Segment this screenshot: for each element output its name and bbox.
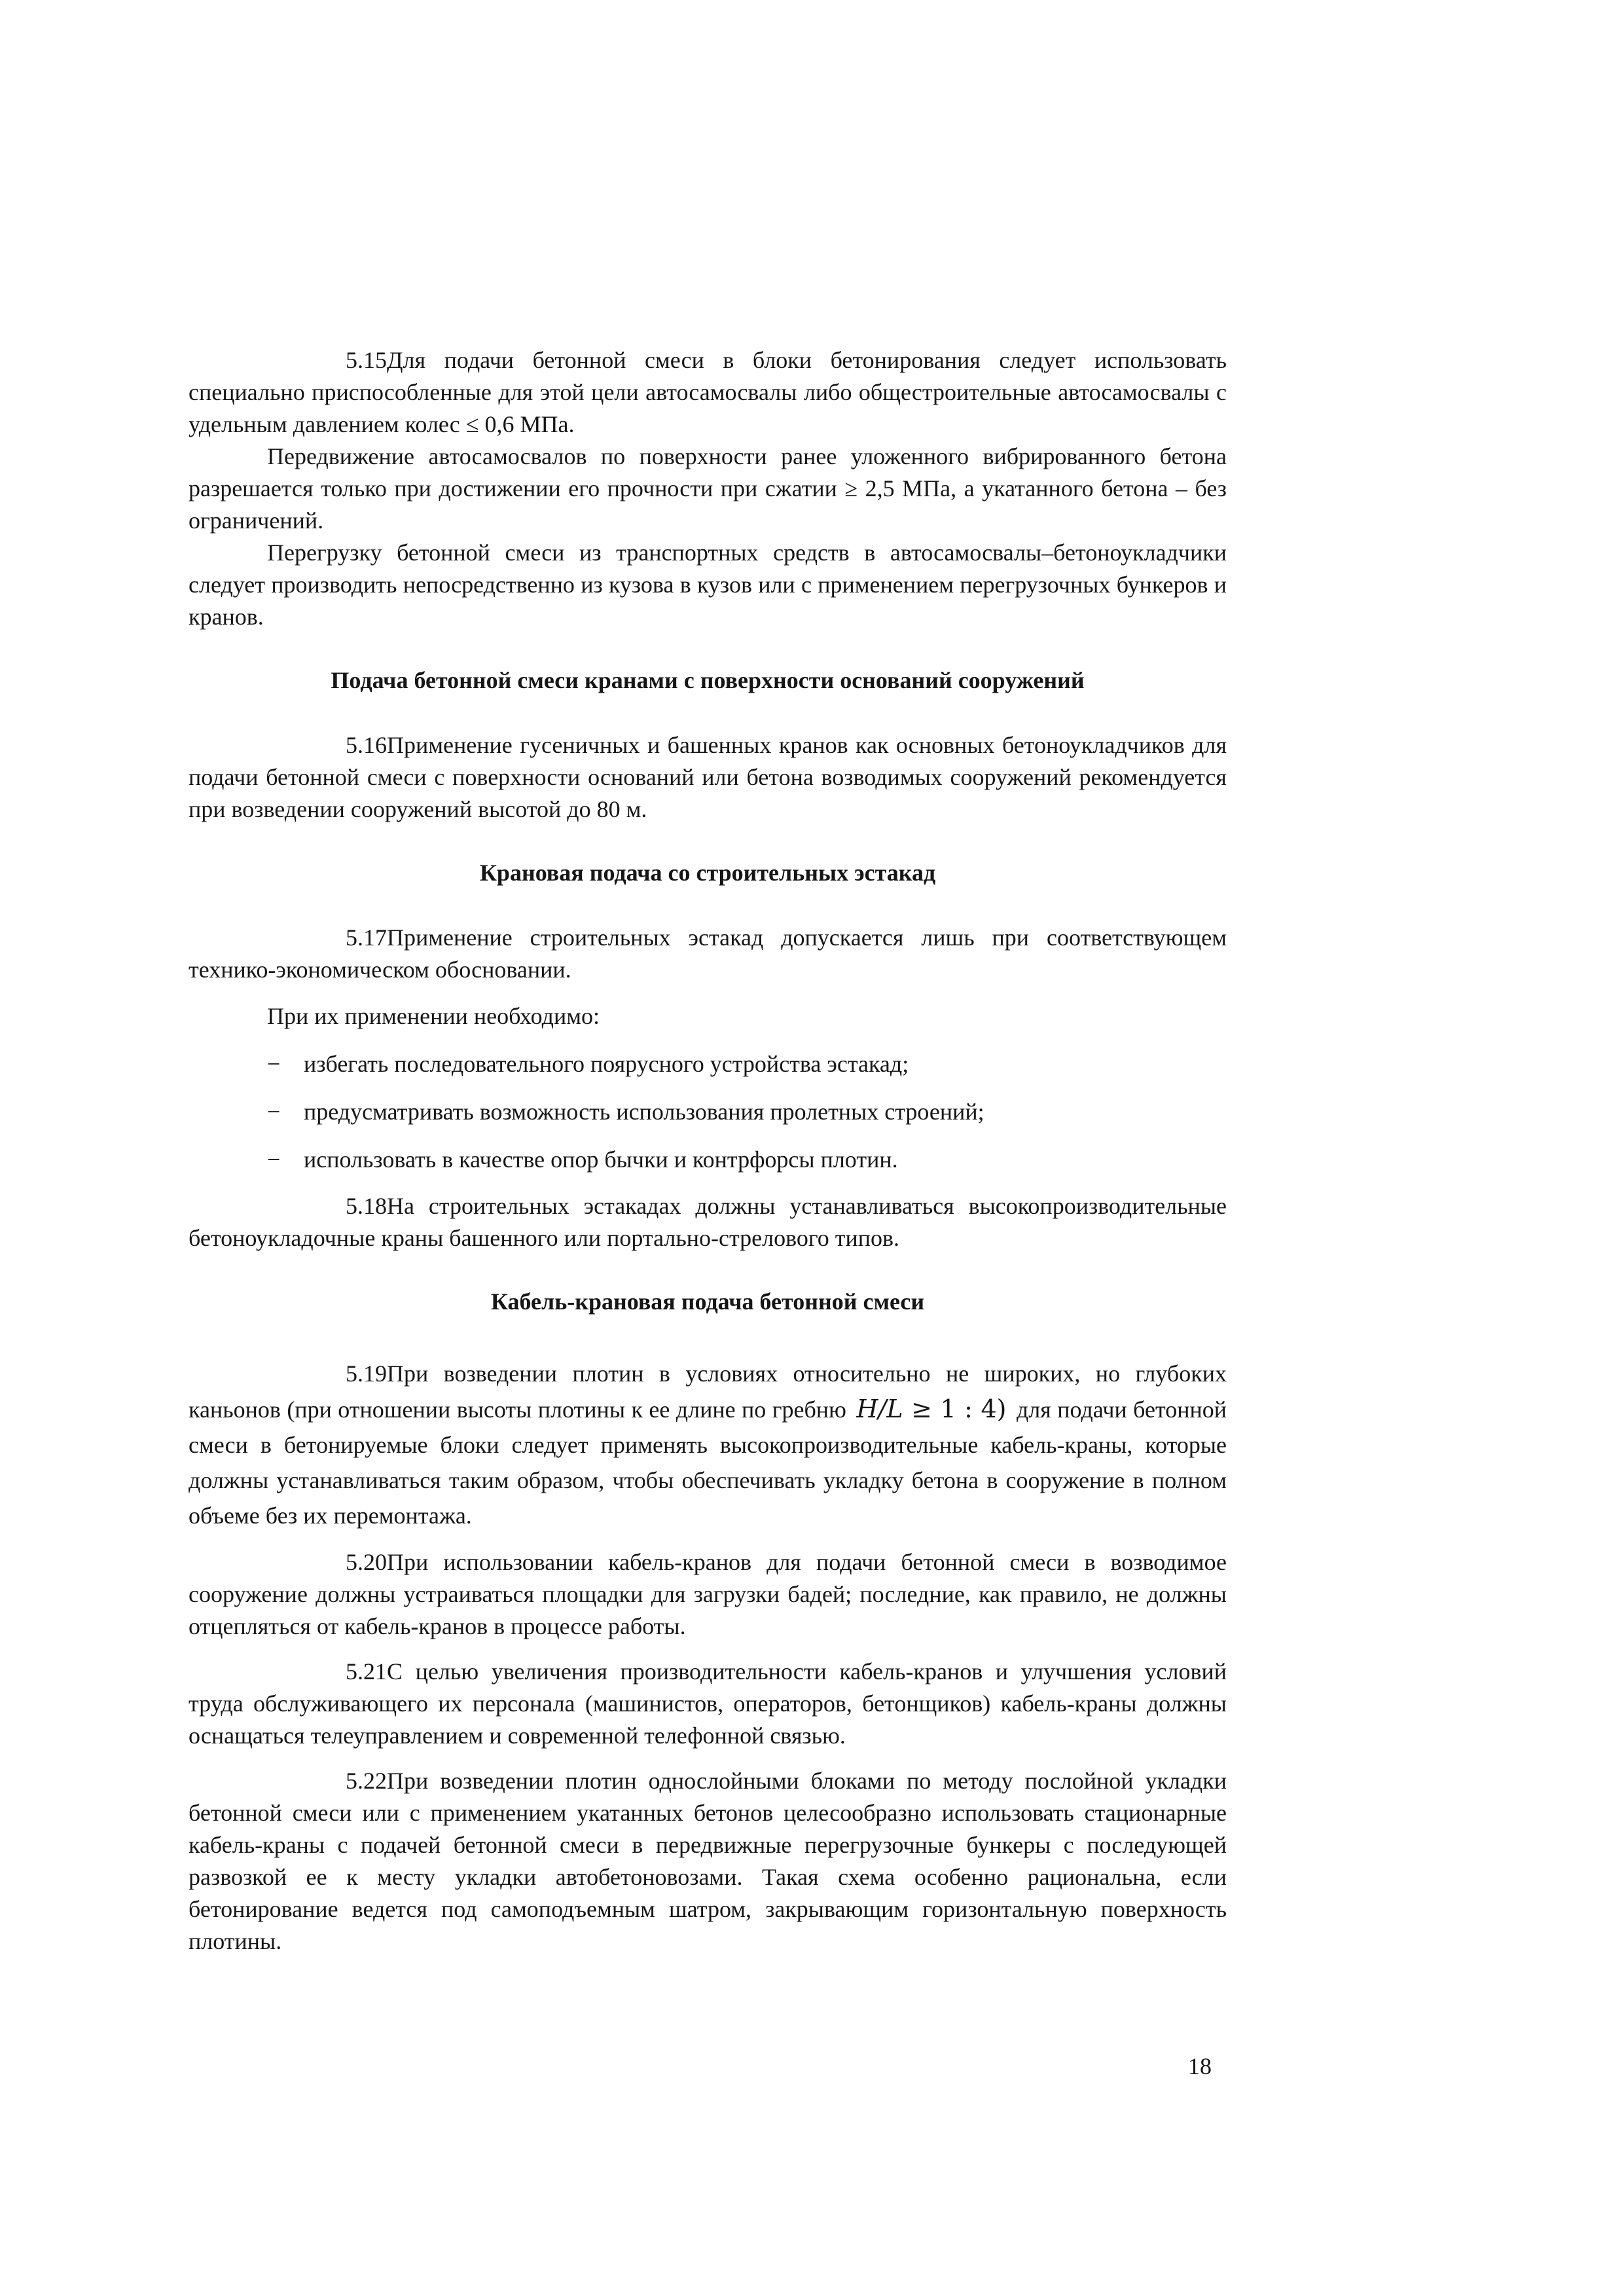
clause-number: 5.19: [346, 1360, 387, 1387]
paragraph-5-20: [189, 1546, 1227, 1643]
section-heading-crane-supply-from-trestles: Крановая подача со строительных эстакад: [479, 860, 936, 886]
dash-bullet: −: [267, 1146, 281, 1173]
paragraph-5-17: [189, 922, 1227, 986]
clause-number: 5.20: [346, 1549, 387, 1575]
paragraph-5-19: 5.19При возведении плотин в условиях относительно не широких, но глубоких каньонов (при отношении высоты плотины к ее длине по гребню H/L ≥ 1 : 4) для подачи бетонной смеси в бетонируемые блоки следует применять высокопроизводительные кабель-краны, которые должны устанавливаться таким образом, чтобы обеспечивать укладку бетона в сооружение в полном объеме без их перемонтажа.: [189, 1356, 1227, 1533]
list-item: − избегать последовательного поярусного устройства эстакад;: [189, 1048, 1227, 1080]
clause-number: 5.22: [346, 1768, 387, 1794]
paragraph-5-15: [189, 344, 1227, 441]
paragraph-5-15-reloading: Перегрузку бетонной смеси из транспортных средств в автосамосвалы–бетоноукладчики следует производить непосредственно из кузова в кузов или с применением перегрузочных бункеров и кранов.: [189, 539, 1227, 630]
document-body: [189, 344, 1227, 1958]
paragraph-text: С целью увеличения производительности кабель-кранов и улучшения условий труда обслуживающего их персонала (машинистов, операторов, бетонщиков) кабель-краны должны оснащаться телеуправлением и современной телефонной связью.: [189, 1658, 1227, 1749]
page-number: 18: [1188, 2053, 1212, 2079]
paragraph-5-16: [189, 729, 1227, 826]
clause-number: 5.15: [346, 347, 387, 373]
clause-number: 5.17: [346, 924, 387, 951]
paragraph-text: Применение строительных эстакад допускается лишь при соответствующем технико-экономическом обосновании.: [189, 924, 1227, 983]
paragraph-text: При возведении плотин однослойными блоками по методу послойной укладки бетонной смеси или с применением укатанных бетонов целесообразно использовать стационарные кабель-краны с подачей бетонной смеси в передвижные перегрузочные бункеры с последующей развозкой ее к месту укладки автобетоновозами. Такая схема особенно рациональна, если бетонирование ведется под самоподъемным шатром, закрывающим горизонтальную поверхность плотины.: [189, 1768, 1227, 1954]
clause-number: 5.18: [346, 1193, 387, 1219]
dash-bullet: −: [267, 1099, 281, 1125]
list-item: − использовать в качестве опор бычки и контрфорсы плотин.: [189, 1144, 1227, 1176]
section-heading-cable-crane-supply: Кабель-крановая подача бетонной смеси: [490, 1288, 925, 1315]
clause-number: 5.16: [346, 732, 387, 758]
paragraph-5-21: [189, 1656, 1227, 1752]
list-intro: При их применении необходимо:: [267, 1003, 600, 1029]
clause-number: 5.21: [346, 1658, 387, 1685]
height-length-ratio-formula: H/L ≥ 1 : 4): [856, 1394, 1007, 1423]
paragraph-5-15-truck-movement: Передвижение автосамосвалов по поверхности ранее уложенного вибрированного бетона разрешается только при достижении его прочности при сжатии ≥ 2,5 МПа, а укатанного бетона – без ограничений.: [189, 443, 1227, 534]
paragraph-text: При использовании кабель-кранов для подачи бетонной смеси в возводимое сооружение должны устраиваться площадки для загрузки бадей; последние, как правило, не должны отцепляться от кабель-кранов в процессе работы.: [189, 1549, 1227, 1639]
paragraph-text: Применение гусеничных и башенных кранов как основных бетоноукладчиков для подачи бетонной смеси с поверхности оснований или бетона возводимых сооружений рекомендуется при возведении сооружений высотой до 80 м.: [189, 732, 1227, 822]
paragraph-text: Для подачи бетонной смеси в блоки бетонирования следует использовать специально приспособленные для этой цели автосамосвалы либо общестроительные автосамосвалы с удельным давлением колес ≤ 0,6 МПа.: [189, 347, 1227, 437]
list-item: − предусматривать возможность использования пролетных строений;: [189, 1096, 1227, 1128]
paragraph-5-18: [189, 1190, 1227, 1254]
dash-bullet: −: [267, 1051, 281, 1077]
paragraph-text: На строительных эстакадах должны устанавливаться высокопроизводительные бетоноукладочные краны башенного или портально-стрелового типов.: [189, 1193, 1227, 1251]
requirements-list: [189, 1048, 1227, 1176]
paragraph-5-22: [189, 1765, 1227, 1958]
section-heading-crane-supply-from-foundations: Подача бетонной смеси кранами с поверхности оснований сооружений: [331, 667, 1085, 693]
